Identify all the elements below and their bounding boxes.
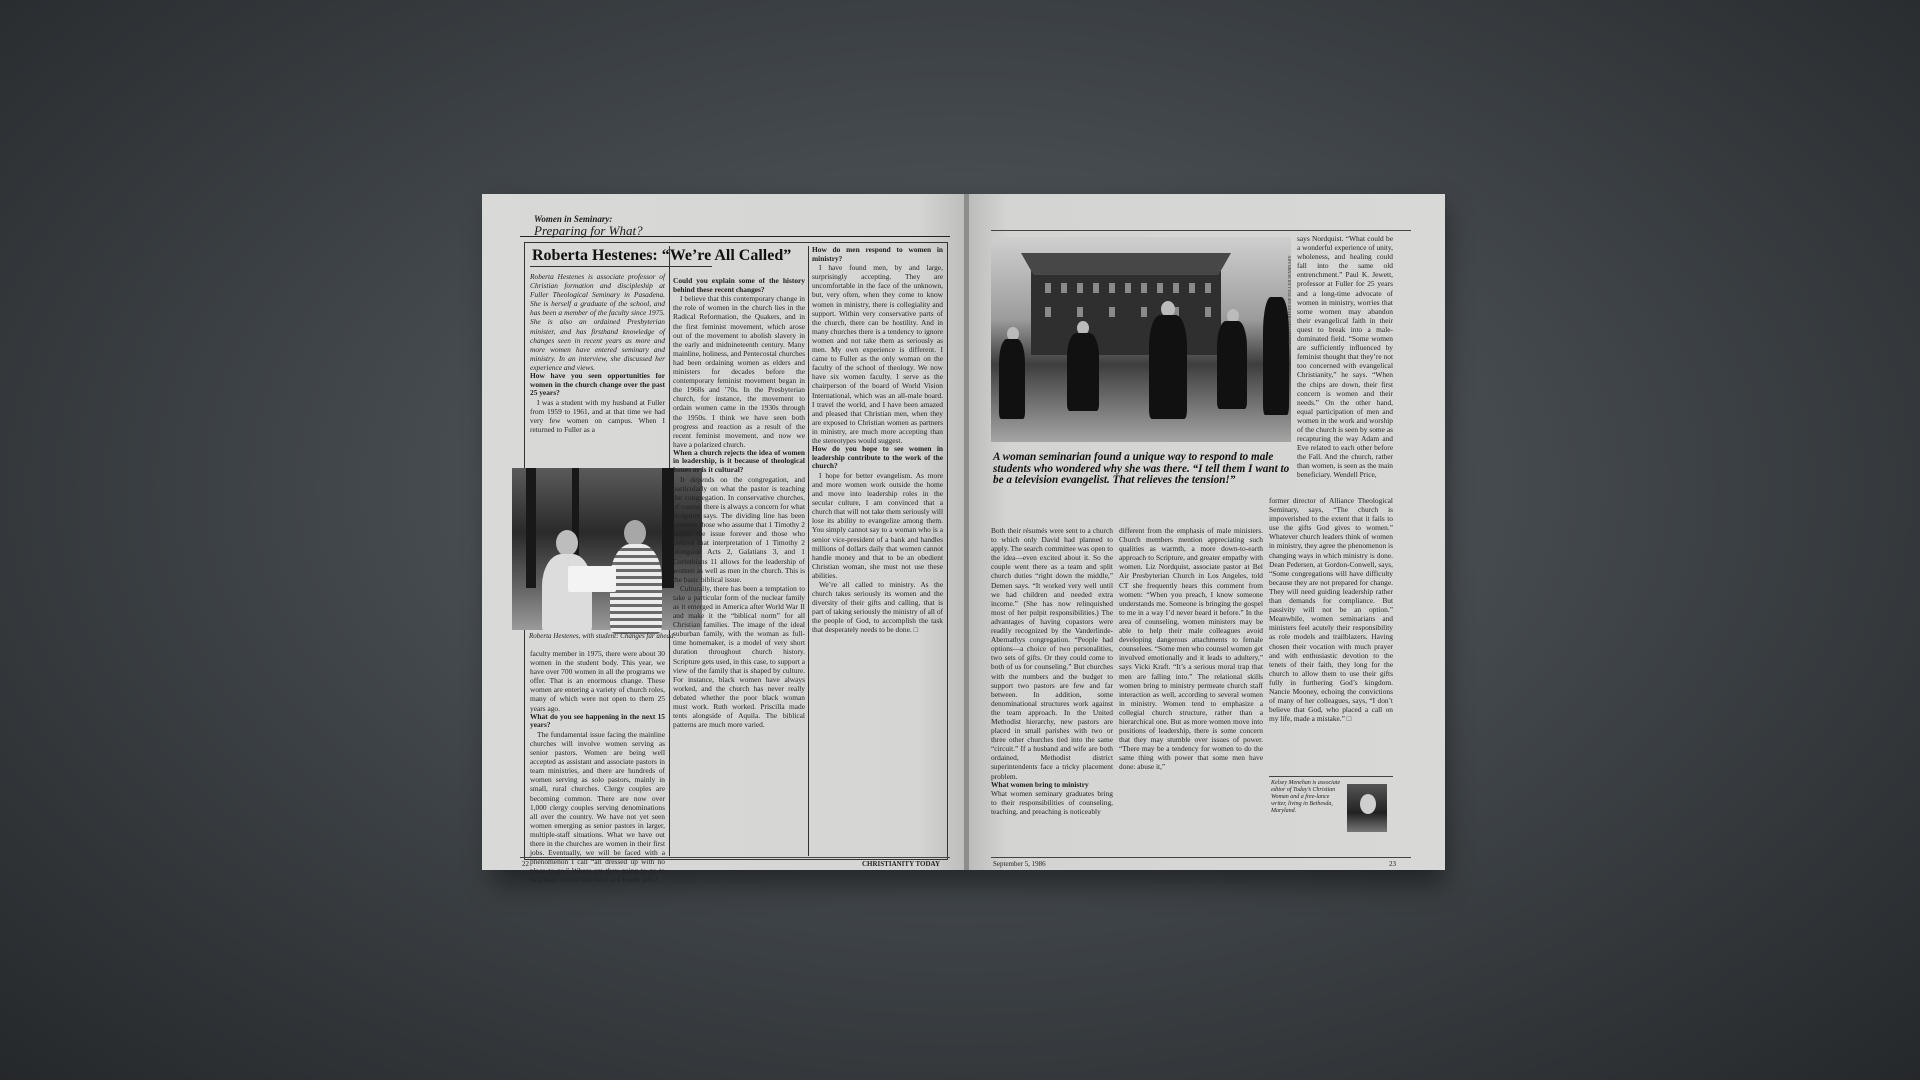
right-column-2	[1119, 526, 1263, 854]
running-footer: CHRISTIANITY TODAY	[862, 860, 940, 868]
body-text: different from the emphasis of male ministers. Church members mention appreciating such qualities as warmth, a more down-to-earth approach to Scripture, and greater empathy with women. Liz Nordquist, associate pastor at Bel Air Presbyterian Church in Los Angeles, told CT she frequently hears this comment from women: “When you preach, I know someone understands me. Someone is bringing the gospel to me in a way I’d never heard it before.” In the area of counseling, women ministers may be able to help their male colleagues avoid developing dangerous attachments to female counselees. “Some men who counsel women get involved emotionally and it leads to adultery,” says Vicki Kraft. “It’s a serious moral trap that men are falling into.” The relational skills women bring to ministry permeate church staff interaction as well, according to several women in ministry. Women tend to emphasize a collegial church structure, rather than a hierarchical one. But as more women move into positions of leadership, there is some concern that they may stumble over issues of power. “There may be a tendency for women to do the same thing with power that some men have done: abuse it,”	[1119, 526, 1263, 772]
answer: I have found men, by and large, surprisingly accepting. They are uncomfortable in the face of the unknown, but, very often, when they come to know women in ministry, there is collegiality and support. Within very conservative parts of the church, there can be hostility. And in many churches there is a tendency to ignore women and not take them as seriously as men. My own experience is different. I came to Fuller as the only woman on the faculty of the school of theology. We now have six women faculty. I serve as the chairperson of the board of World Vision International, which was an all-male board. I travel the world, and I have been amazed and pleased that Christian men, when they are exposed to Christian women as partners in ministry, are much more accepting than the stereotypes would suggest.	[812, 263, 943, 445]
answer: It depends on the congregation, and particularly on what the pastor is teaching the congregation. In conservative churches, of course, there is always a concern for what Scripture says. The dividing line has been between those who assume that 1 Timothy 2 settles the issue forever and those who believe that interpretation of 1 Timothy 2 alongside Acts 2, Galatians 3, and 1 Corinthians 11 allows for the leadership of women as well as men in the church. This is the basic biblical issue.	[673, 474, 805, 584]
column-rule	[808, 246, 809, 856]
left-column-1-top	[530, 272, 665, 468]
footer-rule	[991, 857, 1411, 858]
right-column-top	[1297, 234, 1393, 496]
issue-date: September 5, 1986	[993, 860, 1046, 868]
answer: I believe that this contemporary change in the role of women in the church lies in the Radical Reformation, the Quakers, and in the first feminist movement, which arose out of the movement to abolish slavery in the early and midnineteenth century. Many mainline, holiness, and Pentecostal churches had been ordaining women as elders and ministers for decades before the contemporary feminist movement began in the 1960s and ’70s. In the Presbyterian church, for instance, the movement to ordain women came in the 1930s through the 1950s. I think we have seen both progress and reaction as a result of the recent feminist movement, and now we have a polarized church.	[673, 294, 805, 449]
page-number-right: 23	[1389, 860, 1396, 868]
header-kicker: Women in Seminary:	[534, 214, 613, 224]
top-rule	[991, 230, 1411, 231]
question: What do you see happening in the next 15 years?	[530, 711, 665, 730]
left-column-3	[812, 246, 943, 854]
body-text: Both their résumés were sent to a church to which only David had planned to apply. The search committee was open to the idea—even excited about it. So the couple went there as a team and split church duties “right down the middle,” Demen says. “It worked very well until we had children and needed extra income.” (She has now relinquished most of her pulpit responsibilities.) The advantages of having copastors were readily recognized by the Vanderlinde-Abernathys congregation. “People had options—a choice of two personalities, two sets of gifts. Or they could come to both of us for counseling.” But churches with the numbers and the budget to support two pastors are few and far between. In addition, some denominational structures work against the team approach. In the United Methodist hierarchy, new pastors are placed in small parishes with two or three other churches tied into the same “circuit.” If a husband and wife are both ordained, Methodist district superintendents face a tricky placement problem.	[991, 526, 1113, 781]
photo-credit: PHOTO COURTESY OF FULLER SEMINARY	[1287, 255, 1292, 344]
question: How do you hope to see women in leadership contribute to the work of the church?	[812, 444, 943, 471]
answer: I hope for better evangelism. As more and more women work outside the home and move into leadership roles in the secular culture, I am convinced that a church that will not take them seriously will lose its ability to evangelize among them. You simply cannot say to a woman who is a senior vice-president of a bank and handles millions of dollars daily that women cannot handle money and that to be an obedient Christian woman, she must not use these abilities.	[812, 470, 943, 580]
answer: The fundamental issue facing the mainline churches will involve women serving as senior pastors. Women are being well accepted as assistant and associate pastors in team ministries, and there are hundreds of women serving as solo pastors, mainly in small, rural churches. Clergy couples are becoming common. There are now over 1,000 clergy couples serving denominations all over the country. We have not yet seen women emerging as senior pastors in larger, multiple-staff situations. What we have out there in the churches are women in their first jobs. Eventually, we will be faced with a phenomenon I call “all dressed up with no place to go.” Where are they going to go to find their second and third and fourth jobs?	[530, 729, 665, 885]
series-header	[520, 214, 950, 237]
seminary-building	[1031, 271, 1221, 355]
footer-rule	[520, 857, 950, 858]
answer: Culturally, there has been a temptation to take a particular form of the nuclear family as it emerged in America after World War II and make it the “biblical norm” for all Christian families. The image of the ideal suburban family, with the woman as full-time homemaker, is a model of very short duration throughout church history. Scripture gets used, in this case, to support a view of the family that is shaped by culture. For instance, black women have always worked, and the church has never really debated whether the poor black woman must work. Ruth worked. Priscilla made tents alongside of Aquila. The biblical patterns are much more varied.	[673, 583, 805, 730]
graduation-photo	[991, 237, 1291, 442]
right-column-1	[991, 526, 1113, 854]
author-photo	[1347, 784, 1387, 832]
photo-caption: Roberta Hestenes, with student: Changes far ahead.	[529, 632, 676, 640]
answer: We’re all called to ministry. As the church takes seriously its women and the diversity of their gifts and calling, that is part of taking seriously the ministry of all of the people of God, to accomplish the task that desperately needs to be done. □	[812, 579, 943, 635]
title-rule	[530, 266, 712, 267]
subhead: What women bring to ministry	[991, 779, 1089, 789]
pull-quote: A woman seminarian found a unique way to respond to male students who wondered why she was there. “I tell them I want to be a television evangelist. That relieves the tension!”	[993, 451, 1290, 486]
left-column-2	[673, 268, 805, 854]
body-text: says Nordquist. “What could be a wonderful experience of unity, wholeness, and healing could fall into the same old entrenchment.” Paul K. Jewett, professor at Fuller for 25 years and a long-time advocate of women in ministry, worries that some women may abandon their evangelical faith in their quest to break into a male-dominated field. “Some women are sufficiently influenced by feminist thought that they’re not too concerned with evangelical Christianity,” he says. “When the chips are down, their first concern is women and their needs.” On the other hand, equal participation of men and women in the work and worship of the church is seen by some as recapturing the way Adam and Eve related to each other before the Fall. And the church, rather than women, is seen as the main beneficiary. Wendell Price,	[1297, 234, 1393, 480]
right-column-3	[1269, 496, 1393, 772]
answer: I was a student with my husband at Fuller from 1959 to 1961, and at that time we had very few women on campus. When I returned to Fuller as a	[530, 397, 665, 435]
left-page	[482, 194, 966, 885]
question: How have you seen opportunities for women in the church change over the past 25 years?	[530, 371, 665, 398]
right-page	[969, 194, 1445, 870]
body-text: former director of Alliance Theological Seminary, says, “The church is impoverished to the extent that it fails to use the gifts God gives to women.” Whatever church leaders think of women in ministry, they agree the phenomenon is changing ways in which ministry is done. Dean Pedersen, at Gordon-Conwell, says, “Some congregations will have difficulty because they are not prepared for change. They will need guiding leadership rather than demands for compliance. But passivity will not be an option.” Meanwhile, women seminarians and ministers feel acutely their responsibility as role models and trailblazers. Having chosen their vocation with much prayer and with enthusiastic devotion to the tenets of their faith, they long for the church to allow them to use their gifts fully in furthering God’s kingdom. Nancie Mooney, echoing the convictions of many of her colleagues, says, “I don’t believe that God, who placed a call on my life, made a mistake.” □	[1269, 496, 1393, 724]
body-text: What women seminary graduates bring to their responsibilities of counseling, teaching, and preaching is noticeably	[991, 789, 1113, 817]
answer: faculty member in 1975, there were about 30 women in the student body. This year, we have over 700 women in all the programs we offer. That is an enormous change. These women are entering a variety of church roles, many of which were not open to them 25 years ago.	[530, 649, 665, 713]
article-title: Roberta Hestenes: “We’re All Called”	[532, 247, 792, 264]
left-column-1-bottom	[530, 649, 665, 885]
question: Could you explain some of the history behind these recent changes?	[673, 276, 805, 294]
magazine-spread	[482, 194, 1446, 885]
question: When a church rejects the idea of women in leadership, is it because of theological issues or is it cultural?	[673, 447, 805, 475]
article-intro: Roberta Hestenes is associate professor of Christian formation and discipleship at Fuller Theological Seminary in Pasadena. She is herself a graduate of the school, and has been a member of the faculty since 1975. She is also an ordained Presbyterian minister, and has firsthand knowledge of changes seen in recent years as more and more women have entered seminary and ministry. In an interview, she discussed her experience and views.	[530, 272, 665, 372]
header-series: Preparing for What?	[534, 223, 643, 238]
question: How do men respond to women in ministry?	[812, 245, 943, 263]
page-number-left: 22	[522, 860, 529, 868]
author-bio: Kelsey Menehan is associate editor of Today’s Christian Woman and a free-lance writer, living in Bethesda, Maryland.	[1271, 780, 1341, 814]
